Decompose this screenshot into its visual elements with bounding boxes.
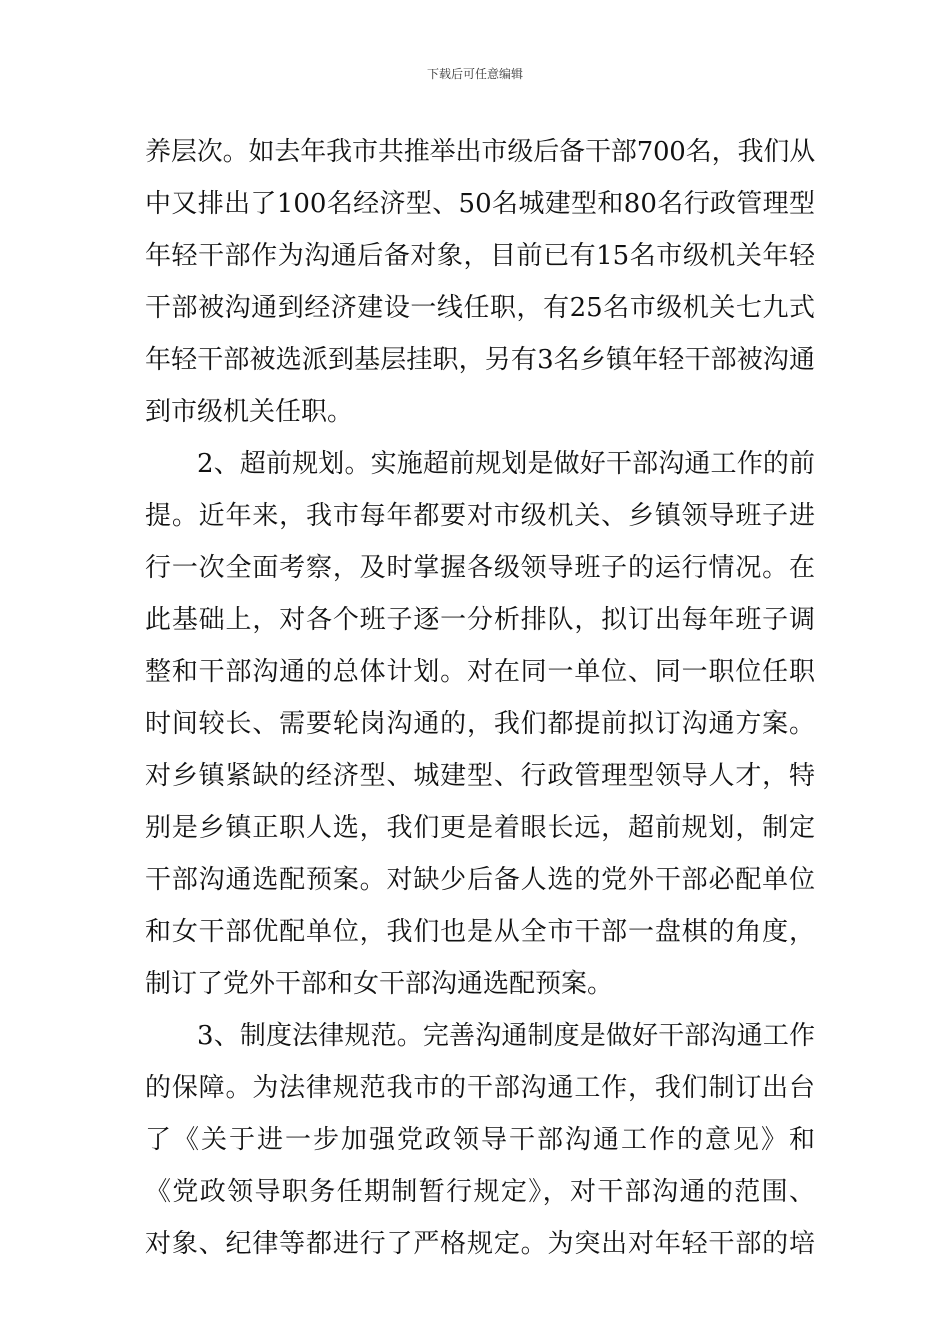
text-line: 制订了党外干部和女干部沟通选配预案。	[145, 969, 614, 999]
text-line: 干部被沟通到经济建设一线任职，有25名市级机关七九式	[145, 293, 815, 323]
text-line: 了《关于进一步加强党政领导干部沟通工作的意见》和	[145, 1125, 815, 1155]
text-line: 干部沟通选配预案。对缺少后备人选的党外干部必配单位	[145, 865, 815, 895]
text-line: 到市级机关任职。	[145, 397, 354, 427]
text-line: 和女干部优配单位，我们也是从全市干部一盘棋的角度，	[145, 917, 815, 947]
text-line: 年轻干部作为沟通后备对象，目前已有15名市级机关年轻	[145, 241, 815, 271]
text-line: 3、制度法律规范。完善沟通制度是做好干部沟通工作	[197, 1021, 815, 1051]
text-line: 别是乡镇正职人选，我们更是着眼长远，超前规划，制定	[145, 813, 815, 843]
text-line: 时间较长、需要轮岗沟通的，我们都提前拟订沟通方案。	[145, 709, 815, 739]
text-line: 《党政领导职务任期制暂行规定》，对干部沟通的范围、	[145, 1177, 815, 1207]
text-line: 提。近年来，我市每年都要对市级机关、乡镇领导班子进	[145, 501, 815, 531]
text-line: 养层次。如去年我市共推举出市级后备干部700名，我们从	[145, 137, 815, 167]
text-line: 对乡镇紧缺的经济型、城建型、行政管理型领导人才，特	[145, 761, 815, 791]
text-line: 对象、纪律等都进行了严格规定。为突出对年轻干部的培	[145, 1229, 815, 1259]
text-line: 行一次全面考察，及时掌握各级领导班子的运行情况。在	[145, 553, 815, 583]
page-header: 下载后可任意编辑	[426, 67, 523, 81]
text-line: 中又排出了100名经济型、50名城建型和80名行政管理型	[145, 189, 815, 219]
text-line: 年轻干部被选派到基层挂职，另有3名乡镇年轻干部被沟通	[145, 345, 815, 375]
text-line: 2、超前规划。实施超前规划是做好干部沟通工作的前	[197, 449, 815, 479]
body-text	[145, 126, 815, 1270]
text-line: 整和干部沟通的总体计划。对在同一单位、同一职位任职	[145, 657, 815, 687]
text-line: 的保障。为法律规范我市的干部沟通工作，我们制订出台	[145, 1073, 815, 1103]
text-line: 此基础上，对各个班子逐一分析排队，拟订出每年班子调	[145, 605, 815, 635]
